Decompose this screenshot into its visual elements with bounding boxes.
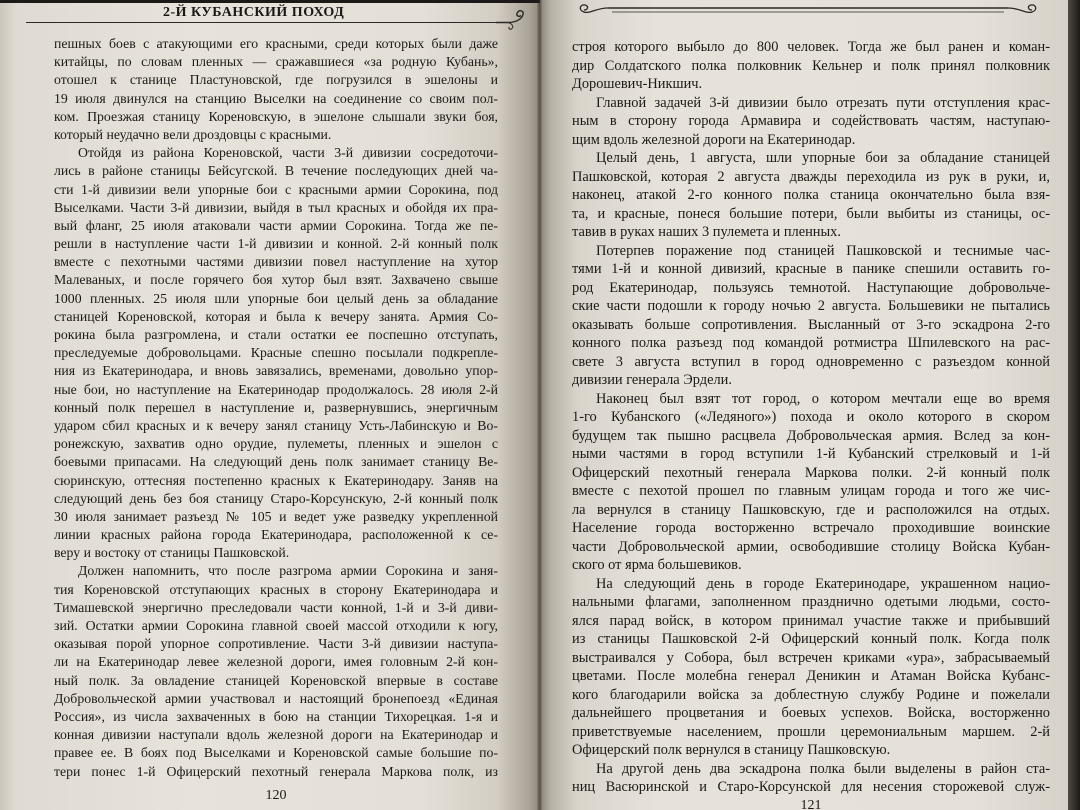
text-line: та, и красные, понеся большие потери, были выбиты из станицы, ос- [572,205,1050,222]
text-line: На следующий день в городе Екатеринодаре, украшенном нацио- [596,575,1050,592]
text-line: части Добровольческой армии, освободившие столицу Войска Кубан- [572,538,1050,555]
text-line: На другой день два эскадрона полка были выделены в район ста- [596,760,1050,777]
text-line: Должен напомнить, что после разгрома армии Сорокина и заня- [78,563,498,579]
text-line: тери понес 1-й Офицерский пехотный генерала Маркова полк, из [54,763,498,779]
text-line: Главной задачей 3-й дивизии было отрезать пути отступления крас- [596,94,1050,111]
text-line: нальными флагами, заполненном празднично одетыми людьми, состо- [572,594,1050,610]
text-line: который неудачно вели дроздовцы с красными. [54,126,332,142]
text-line: тями 1-й и конной дивизий, красные в панике спешили оставить го- [572,261,1050,277]
text-line: веру и востоку от станицы Пашковской. [54,545,290,561]
text-line: дивизии генерала Эрдели. [572,372,732,388]
paragraph [54,562,498,780]
text-line: ными частями в город вступили 1-й Кубанский стрелковый и 1-й [572,446,1050,462]
text-line: Выселками. Части 3-й дивизии, выйдя в тыл красных и обойдя их пра- [54,199,498,215]
text-line: Тимашевской энергично преследовали части конной, 1-й и 3-й диви- [54,599,498,615]
text-line: ный полк. За овладение станицей Кореновской впервые в составе [54,672,498,688]
text-line: отошел к станице Пластуновской, где погрузился в эшелоны и [54,72,498,88]
text-line: лись в районе станицы Бейсугской. В течение последующих дней ча- [54,163,498,179]
text-line: боевыми припасами. На следующий день полк занимает станицу Ве- [54,454,498,470]
text-line: вый фланг, 25 июля атаковали части армии Сорокина. Тогда же пе- [54,217,498,233]
paragraph [572,149,1050,242]
text-line: кого благодарили войска за доблестную службу Родине и пожелали [572,686,1050,703]
running-head: 2-Й КУБАНСКИЙ ПОХОД [163,5,345,20]
text-line: дальнейшего процветания и боевых успехов. Войска, восторженно [572,705,1050,721]
paragraph [572,575,1050,760]
paragraph [572,242,1050,390]
text-line: будущем так пышно расцвела Добровольческая армия. Вслед за кон- [572,427,1050,444]
text-line: Малеваных, и после горячего боя хутор был взят. Захвачено свыше [54,272,498,288]
text-line: зий. Остатки армии Сорокина главной своей массой отходили к югу, [54,618,498,633]
text-line: 19 июля двинулся на станцию Выселки на соединение со своим пол- [54,90,498,106]
text-line: вместе с пехотными частями дивизии повел наступление на хутор [54,254,498,270]
paragraph [54,144,498,562]
text-line: ялся парад войск, в котором принимал участие также и прибывший [572,612,1050,629]
text-line: щим вдоль железной дороги на Екатеринодар. [572,131,856,148]
text-line: ронежскую, захватив одно орудие, пулеметы, пленных и эшелон с [54,436,498,452]
text-line: преследуемые добровольцами. Красные спешно посылали подкрепле- [54,345,498,361]
text-line: Целый день, 1 августа, шли упорные бои за обладание станицей [596,150,1050,166]
text-line: ком. Проезжая станицу Кореновскую, в эшелоне слышали звуки боя, [54,108,498,124]
text-line: из станицы Пашковской 2-й Офицерский конный полк. Когда полк [572,631,1050,647]
text-line: Потерпев поражение под станицей Пашковской и теснимые час- [596,242,1050,259]
text-line: наконец, атакой 2-го конного полка станица окончательно была взя- [572,187,1050,203]
paragraph [572,94,1050,150]
text-line: строя которого выбыло до 800 человек. Тогда же был ранен и коман- [572,39,1050,55]
text-line: цветами. После молебна генерал Деникин и Атаман Войска Кубанс- [572,668,1050,684]
text-line: выстраивался у Собора, был встречен криками «ура», забрасываемый [572,649,1050,666]
text-line: следующий день без боя станицу Старо-Корсунскую, 2-й конный полк [54,490,498,506]
text-line: китайцы, по словам пленных — сражавшиеся «за родную Кубань», [54,54,498,70]
right-page [540,0,1068,810]
paragraph [572,390,1050,575]
text-line: Россия», из числа захваченных в бою на станции Тихорецкая. 1-я и [54,708,498,724]
text-line: правее ее. В боях под Выселками и Кореновской самые большие по- [54,745,498,761]
text-line: рокина была разгромлена, и стали остатки ее поспешно отступать, [54,327,498,342]
text-line: Дорошевич-Никшич. [572,76,703,92]
paragraph [54,35,498,144]
header-rule [26,22,498,23]
text-line: Наконец был взят тот город, о котором мечтали еще во время [596,390,1050,407]
text-line: ударом сбил красных и к вечеру занял станицу Усть-Лабинскую и Во- [54,417,498,433]
text-line: сюринскую, оттесняя постепенно красных к Екатеринодару. Заняв на [54,472,498,488]
paragraph [572,38,1050,94]
text-line: решли в наступление части 1-й дивизии и конной. 2-й конный полк [54,236,498,252]
text-line: 30 июля занимает разъезд № 105 и ведет уже разведку укрепленной [54,508,498,524]
background-edge [1068,0,1080,810]
text-line: оказывать больше сопротивления. Высланный от 3-го эскадрона 2-го [572,316,1050,333]
text-line: конного полка разъезд под командой ротмистра Шпилевского на рас- [572,335,1050,351]
text-line: приветствуемые населением, прошли церемониальным маршем. 2-й [572,723,1050,740]
text-line: пешных боев с атакующими его красными, среди которых были даже [54,36,498,51]
text-line: ным в сторону города Армавира и содействовать частям, наступаю- [572,113,1050,129]
text-line: дир Солдатского полка полковник Кельнер и полк принял полковник [572,57,1050,74]
text-block [572,38,1050,797]
ornament-flourish [568,0,1048,22]
text-line: тия Кореновской отступающих красных в сторону Екатеринодара и [54,581,498,597]
text-line: ла вернулся в станицу Пашковскую, где и расположился на отдых. [572,501,1050,518]
text-line: Добровольческой армии участвовал и настоящий бронепоезд «Единая [54,690,498,706]
text-line: Отойдя из района Кореновской, части 3-й дивизии сосредоточи- [78,145,498,161]
text-line: род Екатеринодар, пользуясь темнотой. Наступающие добровольче- [572,279,1050,296]
text-line: Офицерский пехотный генерала Маркова полки. 2-й конный полк [572,464,1050,481]
text-line: тавив в руках наших 3 пулемета и пленных. [572,224,841,240]
text-line: 1-го Кубанского («Ледяного») похода и около которого в скором [572,409,1050,425]
text-line: 1000 пленных. 25 июля шли упорные бои целый день за обладание [54,290,498,306]
text-line: ские части подошли к городу ночью 2 августа. Большевики не пытались [572,298,1050,314]
text-line: ниц Васюринской и Старо-Корсунской для несения сторожевой служ- [572,779,1050,795]
text-line: ные бои, но наступление на Екатеринодар продолжалось. 28 июля 2-й [54,381,498,397]
text-line: ния из Екатеринодара, и вновь завязались, временами, довольно упор- [54,363,498,379]
text-line: конная дивизии наступали вдоль железной дороги на Екатеринодар и [54,727,498,743]
text-line: Население города восторженно встречало проходившие воинские [572,520,1050,536]
text-line: вместе с пехотой прошел по главным улицам города и того же чис- [572,483,1050,499]
paragraph [572,760,1050,797]
text-line: сти 1-й дивизии вели упорные бои с красными армии Сорокина, под [54,181,498,197]
text-line: ли на Екатеринодар левее железной дороги, имея головным 2-й кон- [54,654,498,670]
text-line: свете 3 августа вступил в город одновременно с разъездом конной [572,353,1050,370]
ornament-flourish [496,9,532,31]
text-line: станицей Кореновской, которая и была к вечеру занята. Армия Со- [54,308,498,324]
text-line: конный полк перешел в наступление и, развернувшись, энергичным [54,399,498,415]
text-line: ского от ярма большевиков. [572,557,742,573]
text-line: оказывая порой упорное сопротивление. Части 3-й дивизии наступа- [54,636,498,652]
left-page [0,3,540,810]
text-line: Пашковской, которая 2 августа дважды переходила из рук в руки, и, [572,168,1050,185]
text-block [54,35,498,781]
page-number: 121 [800,798,822,810]
text-line: линии красных района города Екатеринодара, расположенной к се- [54,527,498,543]
page-number: 120 [265,788,287,803]
text-line: Офицерский полк вернулся в станицу Пашковскую. [572,742,891,758]
book-spine [537,0,542,810]
